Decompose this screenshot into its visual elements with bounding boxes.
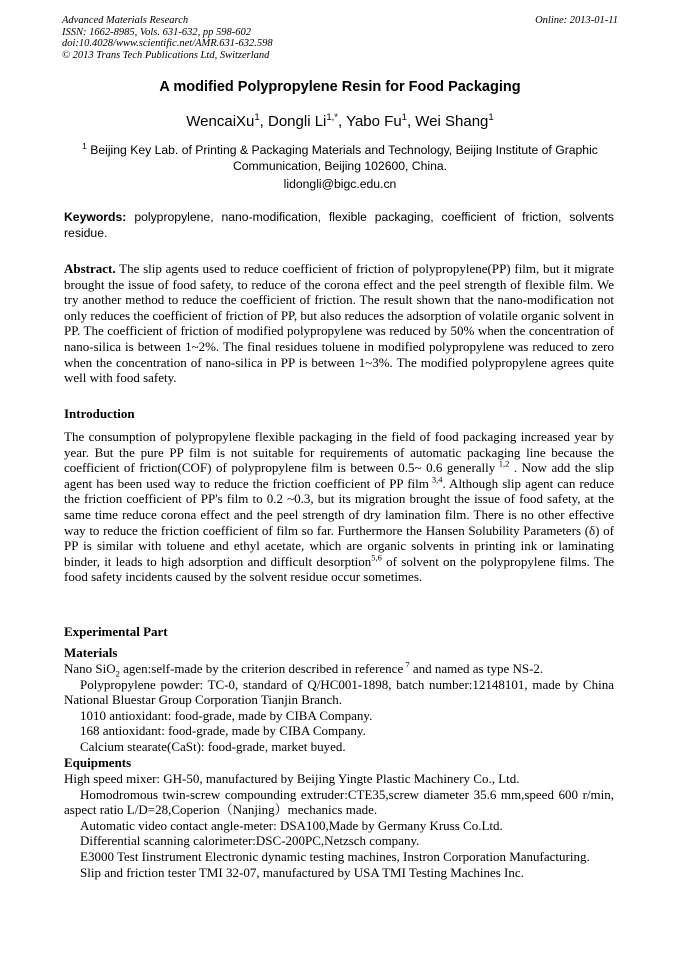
affiliation bbox=[64, 139, 616, 174]
abstract bbox=[64, 261, 614, 386]
keywords bbox=[64, 210, 614, 241]
journal-header bbox=[62, 15, 618, 61]
material-item: 168 antioxidant: food-grade, made by CIBA Company. bbox=[80, 723, 366, 739]
author-name: , Yabo Fu bbox=[338, 113, 402, 130]
equipment-item: High speed mixer: GH-50, manufactured by Beijing Yingte Plastic Machinery Co., Ltd. bbox=[64, 771, 520, 786]
material-item: Calcium stearate(CaSt): food-grade, market buyed. bbox=[80, 738, 346, 754]
abstract-label: Abstract. bbox=[64, 261, 116, 276]
author-name: , Dongli Li bbox=[259, 113, 327, 130]
intro-text: . Now add the slip agent has been used way to reduce the friction coefficient of PP film bbox=[64, 460, 615, 491]
affiliation-text: Beijing Key Lab. of Printing & Packaging Materials and Technology, Beijing Institute of Graphic Communication, Beijing 102600, China. bbox=[86, 143, 598, 173]
intro-text: of solvent on the polypropylene films. The food safety incidents caused by the solvent residue occur sometimes. bbox=[64, 553, 614, 585]
material-text: agen:self-made by the criterion described in reference bbox=[119, 661, 404, 676]
citation-ref: 5,6 bbox=[371, 552, 382, 563]
material-item bbox=[64, 661, 614, 677]
equipment-item: Automatic video contact angle-meter: DSA100,Made by Germany Kruss Co.Ltd. bbox=[80, 817, 503, 833]
author-affil-sup: 1 bbox=[254, 112, 260, 123]
keywords-text: polypropylene, nano-modification, flexible packaging, coefficient of friction, solvents residue. bbox=[64, 210, 614, 240]
author-affil-sup: 1,* bbox=[326, 112, 338, 123]
journal-name: Advanced Materials Research bbox=[62, 15, 189, 26]
equipment-item: Homodromous twin-screw compounding extruder:CTE35,screw diameter 35.6 mm,speed 600 r/min, aspect ratio L/D=28,Coperion（Nanjing）mechanics made. bbox=[64, 786, 614, 818]
author-name: , Wei Shang bbox=[406, 113, 489, 130]
issn-line: ISSN: 1662-8985, Vols. 631-632, pp 598-602 bbox=[62, 26, 251, 38]
corresponding-email[interactable]: lidongli@bigc.edu.cn bbox=[283, 177, 397, 191]
intro-text: . Although slip agent can reduce the friction coefficient of PP's film to 0.2 ~0.3, but its migration brought the issue of food safety, at the same time reduce corona effect and the peel strength of dry lamination film. There is no other effective way to reduce the friction coefficient of film so far. Furthermore the Hansen Solubility Parameters (δ) of PP is similar with toluene and ethyl acetate, which are organic solvents in printing ink or laminating binder, it leads to high adsorption and difficult desorption bbox=[64, 475, 615, 569]
materials-heading: Materials bbox=[64, 645, 118, 660]
keywords-label: Keywords: bbox=[64, 210, 127, 224]
author-list bbox=[62, 112, 618, 130]
citation-ref: 7 bbox=[403, 659, 410, 670]
subscript: 2 bbox=[115, 668, 120, 679]
author-affil-sup: 1 bbox=[401, 112, 407, 123]
equipment-item: Differential scanning calorimeter:DSC-200PC,Netzsch company. bbox=[80, 833, 420, 849]
equipment-item: E3000 Test Iinstrument Electronic dynamic testing machines, Instron Corporation Manufacturing. bbox=[80, 848, 590, 864]
equipments-list bbox=[64, 771, 614, 880]
intro-text: The consumption of polypropylene flexible packaging in the field of food packaging increased year by year. But the pure PP film is not suitable for requirements of automatic packaging line because the coefficient of friction(COF) of polypropylene film is between 0.5~ 0.6 generally bbox=[64, 429, 614, 476]
citation-ref: 3,4 bbox=[428, 474, 443, 485]
paper-title: A modified Polypropylene Resin for Food Packaging bbox=[159, 79, 521, 95]
citation-ref: 1,2 bbox=[495, 458, 510, 469]
equipments-heading: Equipments bbox=[64, 755, 132, 770]
copyright-line: © 2013 Trans Tech Publications Ltd, Switzerland bbox=[62, 49, 270, 61]
experimental-heading: Experimental Part bbox=[64, 624, 168, 639]
affiliation-sup: 1 bbox=[82, 141, 87, 151]
introduction-heading: Introduction bbox=[64, 406, 135, 421]
doi-line: doi:10.4028/www.scientific.net/AMR.631-632.598 bbox=[62, 38, 273, 50]
abstract-text: The slip agents used to reduce coefficient of friction of polypropylene(PP) film, but it migrate brought the issue of food safety, to reduce of the corona effect and the peel strength of flexible film. We try another method to reduce the coefficient of friction. The result shown that the nano-modification not only reduces the coefficient of friction of PP, but also reduces the adsorption of volatile organic solvent in PP. The coefficient of friction of modified polypropylene was reduced by 50% when the concentration of nano-silica is between 1~2%. The final residues toluene in modified polypropylene was reduced to zero when the concentration of nano-silica in PP is between 1~3%. The modified polypropylene agrees quite well with food safety. bbox=[64, 261, 614, 386]
material-text: Nano SiO bbox=[64, 661, 116, 676]
author-name: WencaiXu bbox=[186, 113, 255, 130]
material-item: Polypropylene powder: TC-0, standard of Q/HC001-1898, batch number:12148101, made by China National Bluestar Group Corporation Tianjin Branch. bbox=[64, 676, 614, 708]
equipment-item: Slip and friction tester TMI 32-07, manufactured by USA TMI Testing Machines Inc. bbox=[80, 864, 524, 880]
materials-list bbox=[64, 661, 614, 755]
material-text: and named as type NS-2. bbox=[409, 661, 544, 676]
material-item: 1010 antioxidant: food-grade, made by CIBA Company. bbox=[80, 707, 373, 723]
online-date: Online: 2013-01-11 bbox=[535, 15, 618, 26]
author-affil-sup: 1 bbox=[488, 112, 494, 123]
introduction-body bbox=[64, 429, 614, 585]
